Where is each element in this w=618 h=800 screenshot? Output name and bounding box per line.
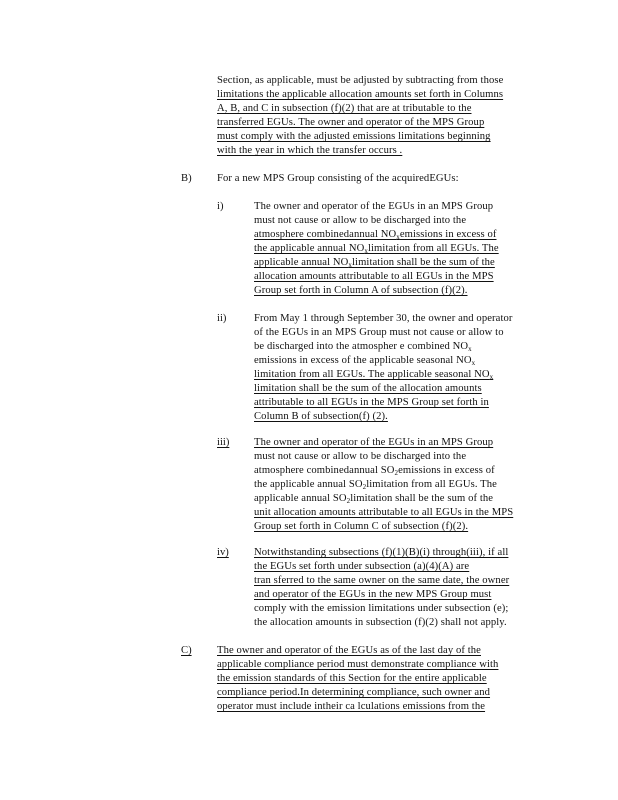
item-ii-line-5: limitation from all EGUs. The applicable seasonal $NO_x$ bbox=[254, 369, 494, 381]
section-c-line-5: operator must include intheir ca lculations emissions from the bbox=[217, 701, 486, 712]
item-iii-line-5: applicable annual $SO_2limitation$ shall be the sum of the bbox=[254, 493, 494, 505]
item-iv-label: iv) bbox=[217, 547, 229, 558]
item-iv-line-3: tran sferred to the same owner on the same date, the owner bbox=[254, 575, 510, 586]
item-iv-line-5: comply with the emission limitations under subsection (e); bbox=[254, 603, 509, 614]
section-c-line-2: applicable compliance period must demonstrate compliance with bbox=[217, 659, 499, 670]
item-i-line-5: applicable annual $NO_xlimitation$ shall be the sum of the bbox=[254, 257, 495, 269]
item-ii-line-4: emissions in excess of the applicable seasonal $NO_x$ bbox=[254, 355, 476, 367]
intro-line-4: transferred EGUs. The owner and operator of the MPS Group bbox=[217, 117, 485, 128]
item-iv-line-2: the EGUs set forth under subsection (a)(4)(A) are bbox=[254, 561, 470, 572]
item-ii-label: ii) bbox=[217, 313, 227, 324]
section-c-line-4: compliance period.In determining compliance, such owner and bbox=[217, 687, 491, 698]
intro-line-3: A, B, and C in subsection (f)(2) that are at tributable to the bbox=[217, 103, 472, 114]
item-i-line-4: the applicable annual $NO_xlimitation$ from all EGUs. The bbox=[254, 243, 499, 255]
item-i-line-6: allocation amounts attributable to all EGUs in the MPS bbox=[254, 271, 494, 282]
item-i-line-3: atmosphere combinedannual $NO_xemissions$ in excess of bbox=[254, 229, 497, 241]
item-i-line-7: Group set forth in Column A of subsection (f)(2). bbox=[254, 285, 468, 296]
item-ii-line-3: be discharged into the atmospher e combined $NO_x$ bbox=[254, 341, 472, 353]
section-b-heading: For a new MPS Group consisting of the acquiredEGUs: bbox=[217, 173, 459, 184]
item-i-line-2: must not cause or allow to be discharged into the bbox=[254, 215, 467, 226]
section-c-line-1: The owner and operator of the EGUs as of the last day of the bbox=[217, 645, 481, 656]
item-iii-line-3: atmosphere combinedannual $SO_2emissions$ in excess of bbox=[254, 465, 495, 477]
item-iii-line-2: must not cause or allow to be discharged into the bbox=[254, 451, 467, 462]
item-ii-line-2: of the EGUs in an MPS Group must not cause or allow to bbox=[254, 327, 504, 338]
intro-line-5: must comply with the adjusted emissions limitations beginning bbox=[217, 131, 491, 142]
item-i-label: i) bbox=[217, 201, 224, 212]
intro-line-6: with the year in which the transfer occurs . bbox=[217, 145, 403, 156]
item-i-line-1: The owner and operator of the EGUs in an MPS Group bbox=[254, 201, 494, 212]
item-iii-line-6: unit allocation amounts attributable to all EGUs in the MPS bbox=[254, 507, 514, 518]
item-ii-line-7: attributable to all EGUs in the MPS Group set forth in bbox=[254, 397, 489, 408]
section-c-line-3: the emission standards of this Section for the entire applicable bbox=[217, 673, 487, 684]
item-iv-line-4: and operator of the EGUs in the new MPS Group must bbox=[254, 589, 492, 600]
section-c-label: C) bbox=[181, 645, 192, 656]
intro-line-2: limitations the applicable allocation amounts set forth in Columns bbox=[217, 89, 504, 100]
item-ii-line-8: Column B of subsection(f) (2). bbox=[254, 411, 388, 422]
item-iii-line-1: The owner and operator of the EGUs in an MPS Group bbox=[254, 437, 494, 448]
item-ii-line-1: From May 1 through September 30, the owner and operator bbox=[254, 313, 513, 324]
item-iii-line-4: the applicable annual $SO_2limitation$ from all EGUs. The bbox=[254, 479, 497, 491]
item-iii-line-7: Group set forth in Column C of subsection (f)(2). bbox=[254, 521, 469, 532]
item-iii-label: iii) bbox=[217, 437, 230, 448]
item-iv-line-1: Notwithstanding subsections (f)(1)(B)(i) through(iii), if all bbox=[254, 547, 509, 558]
item-ii-line-6: limitation shall be the sum of the allocation amounts bbox=[254, 383, 482, 394]
section-b-label: B) bbox=[181, 173, 192, 184]
intro-line-1: Section, as applicable, must be adjusted by subtracting from those bbox=[217, 75, 504, 86]
item-iv-line-6: the allocation amounts in subsection (f)(2) shall not apply. bbox=[254, 617, 507, 628]
